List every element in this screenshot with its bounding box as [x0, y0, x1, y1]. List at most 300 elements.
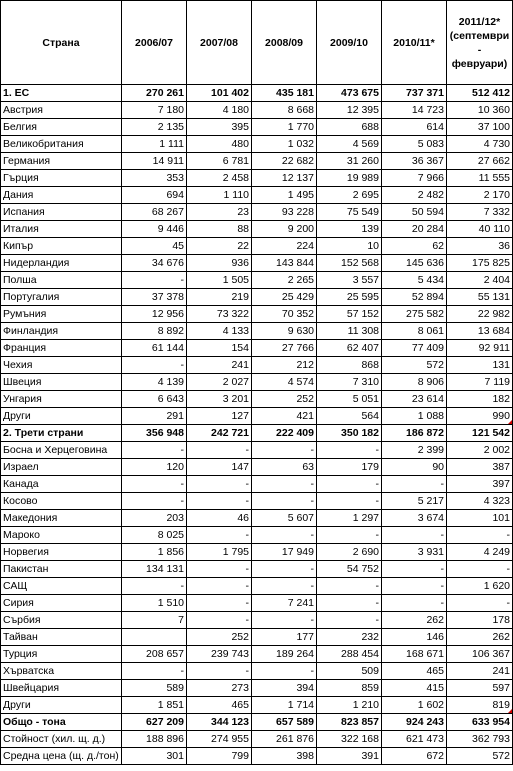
table-cell: 182 [447, 391, 513, 408]
table-cell: - [252, 476, 317, 493]
table-cell: 2 002 [447, 442, 513, 459]
table-row [1, 306, 513, 323]
table-cell: 6 643 [122, 391, 187, 408]
table-cell: 203 [122, 510, 187, 527]
table-cell: 92 911 [447, 340, 513, 357]
table-cell: 9 200 [252, 221, 317, 238]
table-cell: 1 495 [252, 187, 317, 204]
table-cell: 344 123 [187, 714, 252, 731]
row-label: 1. ЕС [1, 85, 122, 102]
table-cell: - [122, 476, 187, 493]
table-row [1, 85, 513, 102]
table-cell: - [382, 561, 447, 578]
table-row [1, 646, 513, 663]
table-cell: 25 595 [317, 289, 382, 306]
table-cell: 252 [187, 629, 252, 646]
table-cell: 737 371 [382, 85, 447, 102]
table-cell: 73 322 [187, 306, 252, 323]
table-cell: 168 671 [382, 646, 447, 663]
table-cell: 12 137 [252, 170, 317, 187]
table-cell: 57 152 [317, 306, 382, 323]
row-label: Германия [1, 153, 122, 170]
table-cell: 270 261 [122, 85, 187, 102]
table-cell: 2 404 [447, 272, 513, 289]
row-label: Хърватска [1, 663, 122, 680]
table-cell: 859 [317, 680, 382, 697]
table-cell: - [252, 663, 317, 680]
table-cell: 288 454 [317, 646, 382, 663]
table-cell: 7 [122, 612, 187, 629]
row-label: Румъния [1, 306, 122, 323]
table-cell: 145 636 [382, 255, 447, 272]
table-cell: 54 752 [317, 561, 382, 578]
table-cell: - [187, 476, 252, 493]
table-cell: - [252, 578, 317, 595]
table-cell: 19 989 [317, 170, 382, 187]
header-2010-11: 2010/11* [382, 1, 447, 85]
row-label: Сирия [1, 595, 122, 612]
table-cell: 11 555 [447, 170, 513, 187]
table-cell: 1 714 [252, 697, 317, 714]
row-label: Сърбия [1, 612, 122, 629]
table-cell: 63 [252, 459, 317, 476]
row-label: Франция [1, 340, 122, 357]
table-cell: 241 [447, 663, 513, 680]
table-cell: 88 [187, 221, 252, 238]
row-label: Общо - тона [1, 714, 122, 731]
table-cell: - [317, 578, 382, 595]
table-cell: 990 [447, 408, 513, 425]
table-cell: 12 956 [122, 306, 187, 323]
table-cell: 1 851 [122, 697, 187, 714]
table-row [1, 391, 513, 408]
table-cell: 1 770 [252, 119, 317, 136]
table-cell: 131 [447, 357, 513, 374]
table-cell: 147 [187, 459, 252, 476]
table-cell: 11 308 [317, 323, 382, 340]
table-cell: - [317, 612, 382, 629]
table-cell: 1 510 [122, 595, 187, 612]
table-cell: 208 657 [122, 646, 187, 663]
table-cell: 22 [187, 238, 252, 255]
table-row [1, 255, 513, 272]
table-cell: 34 676 [122, 255, 187, 272]
table-cell: - [122, 272, 187, 289]
header-2009-10: 2009/10 [317, 1, 382, 85]
table-cell: 362 793 [447, 731, 513, 748]
table-cell: 7 119 [447, 374, 513, 391]
table-cell: 46 [187, 510, 252, 527]
table-cell: 20 284 [382, 221, 447, 238]
row-label: Македония [1, 510, 122, 527]
table-row [1, 459, 513, 476]
table-cell: - [122, 663, 187, 680]
row-label: САЩ [1, 578, 122, 595]
table-cell: 139 [317, 221, 382, 238]
table-row [1, 272, 513, 289]
table-cell: - [122, 357, 187, 374]
table-cell: 2 399 [382, 442, 447, 459]
table-cell: 480 [187, 136, 252, 153]
row-label: Косово [1, 493, 122, 510]
table-cell: 261 876 [252, 731, 317, 748]
table-cell: 186 872 [382, 425, 447, 442]
table-cell: 1 110 [187, 187, 252, 204]
table-cell: 36 367 [382, 153, 447, 170]
table-cell: 8 061 [382, 323, 447, 340]
table-cell: 55 131 [447, 289, 513, 306]
table-cell: 3 931 [382, 544, 447, 561]
table-cell: 8 668 [252, 102, 317, 119]
table-cell: 22 682 [252, 153, 317, 170]
table-cell: 353 [122, 170, 187, 187]
table-cell: 572 [382, 357, 447, 374]
table-cell: 3 201 [187, 391, 252, 408]
table-cell: - [252, 527, 317, 544]
table-cell: 134 131 [122, 561, 187, 578]
row-label: Тайван [1, 629, 122, 646]
table-row [1, 442, 513, 459]
table-row [1, 425, 513, 442]
table-cell: 212 [252, 357, 317, 374]
table-cell: 62 [382, 238, 447, 255]
table-cell: 2 170 [447, 187, 513, 204]
table-row [1, 510, 513, 527]
table-row [1, 595, 513, 612]
table-cell: 262 [382, 612, 447, 629]
table-cell: 465 [382, 663, 447, 680]
table-row [1, 408, 513, 425]
table-cell: 177 [252, 629, 317, 646]
table-cell: 7 241 [252, 595, 317, 612]
row-label: Стойност (хил. щ. д.) [1, 731, 122, 748]
table-cell: 106 367 [447, 646, 513, 663]
table-row [1, 663, 513, 680]
row-label: Канада [1, 476, 122, 493]
table-cell: 274 955 [187, 731, 252, 748]
row-label: 2. Трети страни [1, 425, 122, 442]
table-cell [122, 629, 187, 646]
table-cell: 61 144 [122, 340, 187, 357]
row-label: Нидерландия [1, 255, 122, 272]
table-row [1, 357, 513, 374]
table-row [1, 136, 513, 153]
table-cell: 10 360 [447, 102, 513, 119]
table-cell: 572 [447, 748, 513, 765]
table-cell: 37 100 [447, 119, 513, 136]
table-cell: 7 332 [447, 204, 513, 221]
table-cell: 1 620 [447, 578, 513, 595]
table-cell: 4 574 [252, 374, 317, 391]
table-row [1, 561, 513, 578]
table-cell: 819 [447, 697, 513, 714]
table-cell: 8 892 [122, 323, 187, 340]
table-cell: - [122, 442, 187, 459]
table-cell: - [317, 595, 382, 612]
table-cell: 627 209 [122, 714, 187, 731]
table-cell: 14 911 [122, 153, 187, 170]
row-label: Мароко [1, 527, 122, 544]
table-cell: 40 110 [447, 221, 513, 238]
table-cell: 322 168 [317, 731, 382, 748]
table-cell: 23 [187, 204, 252, 221]
table-cell: 175 825 [447, 255, 513, 272]
table-row [1, 629, 513, 646]
table-cell: 564 [317, 408, 382, 425]
table-cell: - [252, 442, 317, 459]
table-cell: 868 [317, 357, 382, 374]
table-cell: 1 505 [187, 272, 252, 289]
table-cell: 4 323 [447, 493, 513, 510]
table-cell: 2 458 [187, 170, 252, 187]
table-row [1, 680, 513, 697]
row-label: Унгария [1, 391, 122, 408]
table-cell: 823 857 [317, 714, 382, 731]
table-cell: - [187, 595, 252, 612]
table-cell: 5 051 [317, 391, 382, 408]
row-label: Великобритания [1, 136, 122, 153]
table-cell: 90 [382, 459, 447, 476]
table-cell: 7 310 [317, 374, 382, 391]
table-cell: 589 [122, 680, 187, 697]
table-cell: 10 [317, 238, 382, 255]
table-row [1, 221, 513, 238]
table-row [1, 119, 513, 136]
table-cell: 4 569 [317, 136, 382, 153]
row-label: Швеция [1, 374, 122, 391]
table-cell: 25 429 [252, 289, 317, 306]
table-row [1, 170, 513, 187]
table-cell: 936 [187, 255, 252, 272]
table-cell: 70 352 [252, 306, 317, 323]
table-cell: 3 557 [317, 272, 382, 289]
table-cell: 1 032 [252, 136, 317, 153]
table-cell: 12 395 [317, 102, 382, 119]
table-cell: - [382, 595, 447, 612]
table-cell: 5 607 [252, 510, 317, 527]
table-cell: 473 675 [317, 85, 382, 102]
table-cell: 13 684 [447, 323, 513, 340]
table-cell: 224 [252, 238, 317, 255]
table-cell: 252 [252, 391, 317, 408]
table-cell: 22 982 [447, 306, 513, 323]
table-cell: - [187, 578, 252, 595]
table-cell: 6 781 [187, 153, 252, 170]
table-cell: 799 [187, 748, 252, 765]
row-label: Швейцария [1, 680, 122, 697]
table-cell: 273 [187, 680, 252, 697]
table-cell: 9 630 [252, 323, 317, 340]
row-label: Португалия [1, 289, 122, 306]
table-row [1, 731, 513, 748]
table-body [1, 85, 513, 765]
table-row [1, 153, 513, 170]
table-cell: - [447, 527, 513, 544]
table-cell: 1 088 [382, 408, 447, 425]
table-cell: 36 [447, 238, 513, 255]
table-cell: 694 [122, 187, 187, 204]
table-cell: 397 [447, 476, 513, 493]
table-cell: 275 582 [382, 306, 447, 323]
table-cell: 2 027 [187, 374, 252, 391]
table-cell: 5 217 [382, 493, 447, 510]
table-row [1, 102, 513, 119]
table-row [1, 714, 513, 731]
table-cell: 154 [187, 340, 252, 357]
table-cell: 262 [447, 629, 513, 646]
table-row [1, 578, 513, 595]
table-cell: 435 181 [252, 85, 317, 102]
table-cell: - [187, 612, 252, 629]
header-row [1, 1, 513, 85]
table-cell: 93 228 [252, 204, 317, 221]
table-row [1, 544, 513, 561]
table-cell: 188 896 [122, 731, 187, 748]
row-label: Други [1, 697, 122, 714]
table-cell: 75 549 [317, 204, 382, 221]
table-cell: 398 [252, 748, 317, 765]
row-label: Полша [1, 272, 122, 289]
header-2007-08: 2007/08 [187, 1, 252, 85]
table-cell: 2 265 [252, 272, 317, 289]
table-cell: 77 409 [382, 340, 447, 357]
table-cell: - [187, 527, 252, 544]
row-label: Италия [1, 221, 122, 238]
table-cell: 291 [122, 408, 187, 425]
table-cell: 5 083 [382, 136, 447, 153]
table-cell: 23 614 [382, 391, 447, 408]
table-cell: 17 949 [252, 544, 317, 561]
table-cell: 924 243 [382, 714, 447, 731]
row-label: Дания [1, 187, 122, 204]
table-row [1, 323, 513, 340]
header-2008-09: 2008/09 [252, 1, 317, 85]
table-cell: - [122, 578, 187, 595]
table-cell: 143 844 [252, 255, 317, 272]
table-row [1, 289, 513, 306]
table-cell: 4 133 [187, 323, 252, 340]
table-cell: 5 434 [382, 272, 447, 289]
table-cell: 621 473 [382, 731, 447, 748]
table-cell: 1 111 [122, 136, 187, 153]
table-row [1, 238, 513, 255]
table-cell: 391 [317, 748, 382, 765]
header-2006-07: 2006/07 [122, 1, 187, 85]
table-row [1, 204, 513, 221]
table-cell: 4 730 [447, 136, 513, 153]
table-cell: 101 402 [187, 85, 252, 102]
table-cell: 27 662 [447, 153, 513, 170]
table-cell: 512 412 [447, 85, 513, 102]
table-cell: 657 589 [252, 714, 317, 731]
row-label: Гърция [1, 170, 122, 187]
table-cell: 465 [187, 697, 252, 714]
table-cell: 350 182 [317, 425, 382, 442]
table-cell: 27 766 [252, 340, 317, 357]
header-2011-12: 2011/12* (септември - февруари) [447, 1, 513, 85]
table-cell: 222 409 [252, 425, 317, 442]
table-cell: - [447, 561, 513, 578]
table-cell: 387 [447, 459, 513, 476]
row-label: Финландия [1, 323, 122, 340]
row-label: Босна и Херцеговина [1, 442, 122, 459]
table-cell: 395 [187, 119, 252, 136]
table-cell: 4 249 [447, 544, 513, 561]
table-cell: - [447, 595, 513, 612]
row-label: Норвегия [1, 544, 122, 561]
row-label: Пакистан [1, 561, 122, 578]
table-cell: 45 [122, 238, 187, 255]
table-cell: 2 135 [122, 119, 187, 136]
table-cell: 672 [382, 748, 447, 765]
table-row [1, 493, 513, 510]
row-label: Кипър [1, 238, 122, 255]
table-cell: 7 180 [122, 102, 187, 119]
table-cell: 68 267 [122, 204, 187, 221]
table-cell: 1 856 [122, 544, 187, 561]
table-row [1, 476, 513, 493]
table-cell: 415 [382, 680, 447, 697]
table-cell: 1 602 [382, 697, 447, 714]
table-cell: 152 568 [317, 255, 382, 272]
row-label: Испания [1, 204, 122, 221]
table-cell: 232 [317, 629, 382, 646]
row-label: Турция [1, 646, 122, 663]
table-cell: - [317, 442, 382, 459]
table-cell: 242 721 [187, 425, 252, 442]
table-row [1, 374, 513, 391]
table-cell: - [122, 493, 187, 510]
table-cell: 179 [317, 459, 382, 476]
table-cell: - [252, 493, 317, 510]
table-cell: - [252, 561, 317, 578]
table-cell: 421 [252, 408, 317, 425]
table-cell: 1 297 [317, 510, 382, 527]
table-cell: 14 723 [382, 102, 447, 119]
table-cell: - [382, 476, 447, 493]
table-row [1, 612, 513, 629]
table-cell: 688 [317, 119, 382, 136]
table-cell: 301 [122, 748, 187, 765]
table-cell: 2 482 [382, 187, 447, 204]
table-cell: - [317, 493, 382, 510]
table-cell: 239 743 [187, 646, 252, 663]
table-cell: 37 378 [122, 289, 187, 306]
table-cell: 3 674 [382, 510, 447, 527]
table-cell: 633 954 [447, 714, 513, 731]
table-cell: 121 542 [447, 425, 513, 442]
table-cell: 146 [382, 629, 447, 646]
table-cell: 52 894 [382, 289, 447, 306]
table-cell: 178 [447, 612, 513, 629]
table-cell: 1 795 [187, 544, 252, 561]
table-cell: 189 264 [252, 646, 317, 663]
table-cell: - [382, 578, 447, 595]
header-country: Страна [1, 1, 122, 85]
table-cell: 62 407 [317, 340, 382, 357]
table-cell: 219 [187, 289, 252, 306]
table-cell: 8 906 [382, 374, 447, 391]
row-label: Средна цена (щ. д./тон) [1, 748, 122, 765]
row-label: Израел [1, 459, 122, 476]
table-row [1, 697, 513, 714]
row-label: Чехия [1, 357, 122, 374]
table-cell: 101 [447, 510, 513, 527]
row-label: Белгия [1, 119, 122, 136]
table-cell: - [317, 527, 382, 544]
table-cell: - [187, 663, 252, 680]
table-cell: - [317, 476, 382, 493]
